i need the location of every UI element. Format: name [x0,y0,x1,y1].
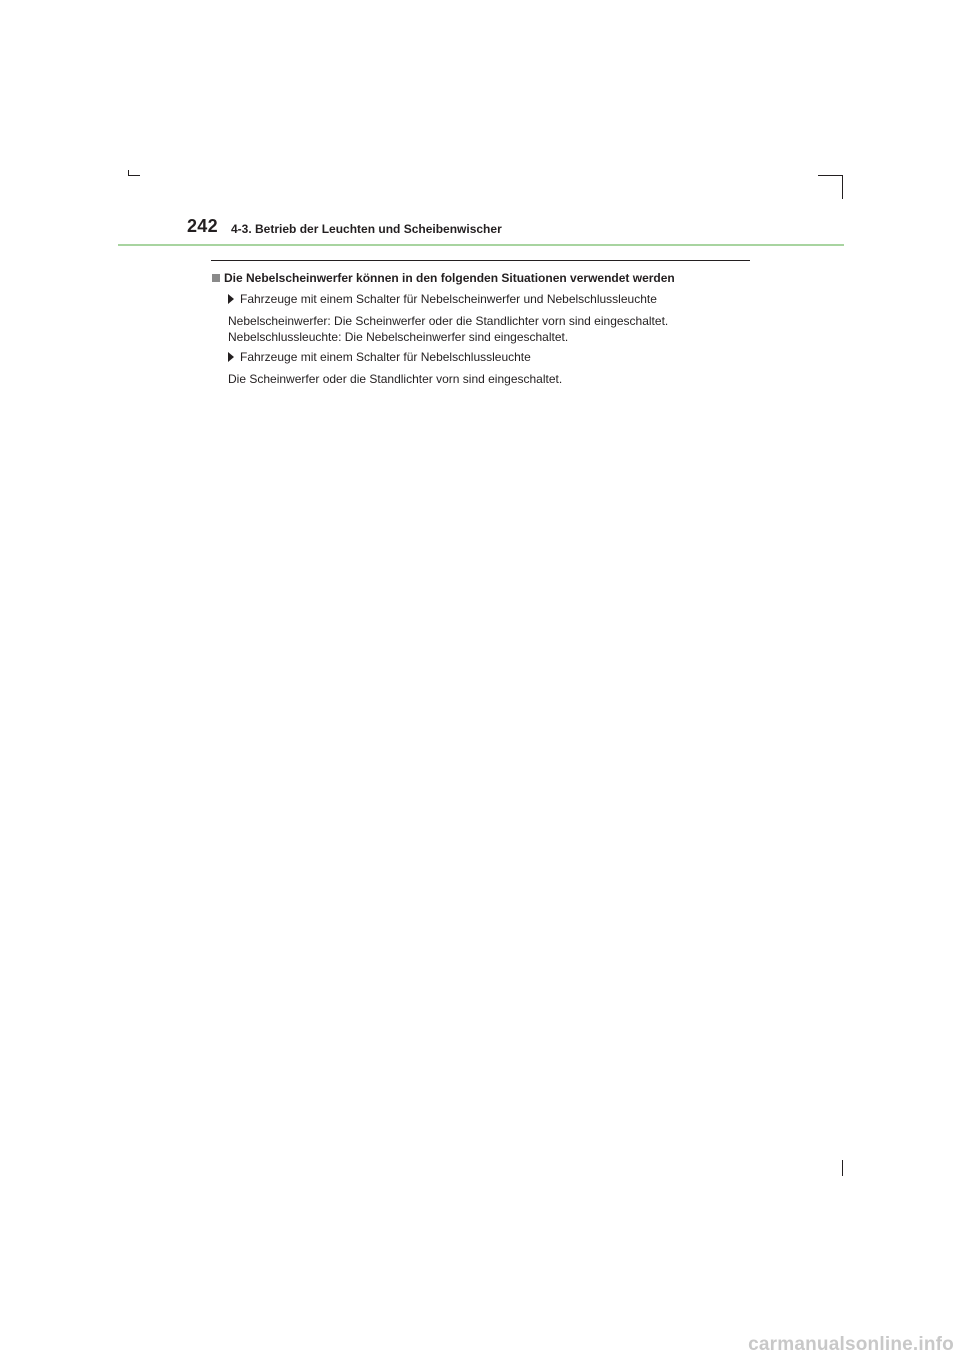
section-heading [212,271,675,285]
crop-mark-top-left [128,175,140,176]
section-heading-text: Die Nebelscheinwerfer können in den folgenden Situationen verwendet werden [224,271,675,285]
list-item [228,350,531,364]
body-text: Die Scheinwerfer oder die Standlichter vorn sind eingeschaltet. [228,372,563,386]
list-item [228,292,657,306]
crop-mark-top-right [818,175,843,176]
crop-mark-top-left-tick [128,170,129,175]
watermark[interactable]: carmanualsonline.info [748,1334,954,1355]
page-number: 242 [187,216,218,236]
header-rule [118,244,844,246]
triangle-bullet-icon [228,352,234,362]
list-item-label: Fahrzeuge mit einem Schalter für Nebelscheinwerfer und Nebelschlussleuchte [240,292,657,306]
crop-mark-top-right-vertical [842,175,843,199]
chapter-title: 4-3. Betrieb der Leuchten und Scheibenwischer [231,222,502,236]
crop-mark-bottom-right [842,1160,843,1176]
square-bullet-icon [212,274,220,282]
section-divider [211,260,750,261]
body-text: Nebelschlussleuchte: Die Nebelscheinwerfer sind eingeschaltet. [228,330,569,344]
body-text: Nebelscheinwerfer: Die Scheinwerfer oder die Standlichter vorn sind eingeschaltet. [228,314,669,328]
list-item-label: Fahrzeuge mit einem Schalter für Nebelschlussleuchte [240,350,531,364]
triangle-bullet-icon [228,294,234,304]
